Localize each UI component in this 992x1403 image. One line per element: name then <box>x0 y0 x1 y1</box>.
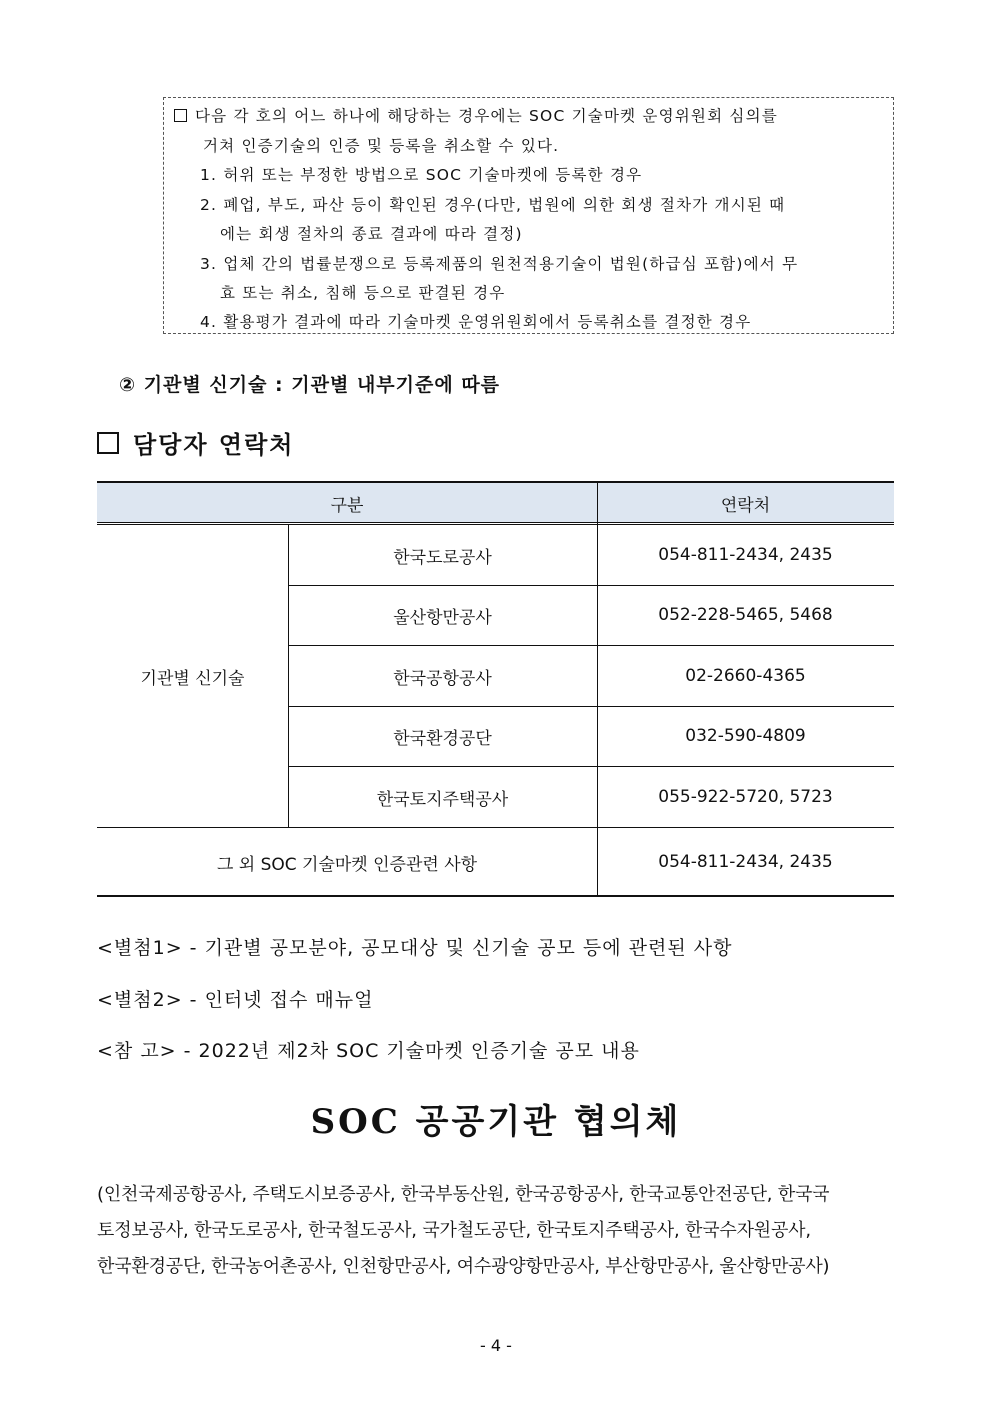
row-divider <box>97 827 894 828</box>
table-row-org: 한국토지주택공사 <box>376 789 509 810</box>
group-label: 기관별 신기술 <box>140 668 245 689</box>
table-row-org: 한국환경공단 <box>393 728 492 749</box>
header-divider <box>97 522 894 525</box>
notice-box <box>163 97 894 334</box>
row-divider <box>288 766 894 767</box>
notice-item-1: 1. 허위 또는 부정한 방법으로 SOC 기술마켓에 등록한 경우 <box>200 166 643 184</box>
notice-item-3: 3. 업체 간의 법률분쟁으로 등록제품의 원천적용기술이 법원(하급심 포함)에서 무 <box>200 255 799 273</box>
column-divider <box>597 483 598 897</box>
table-row-phone: 02-2660-4365 <box>685 666 806 686</box>
reference-note: <참 고> - 2022년 제2차 SOC 기술마켓 인증기술 공모 내용 <box>97 1040 640 1062</box>
members-line-1: (인천국제공항공사, 주택도시보증공사, 한국부동산원, 한국공항공사, 한국교통안전공단, 한국국 <box>97 1184 830 1205</box>
notice-line-2: 거쳐 인증기술의 인증 및 등록을 취소할 수 있다. <box>203 137 560 155</box>
contact-table <box>97 481 894 897</box>
checkbox-square-icon <box>174 109 187 122</box>
attachment-2: <별첨2> - 인터넷 접수 매뉴얼 <box>97 989 374 1011</box>
members-line-2: 토정보공사, 한국도로공사, 한국철도공사, 국가철도공단, 한국토지주택공사, 한국수자원공사, <box>97 1220 811 1241</box>
notice-item-3-cont: 효 또는 취소, 침해 등으로 판결된 경우 <box>220 284 506 302</box>
table-row-org: 울산항만공사 <box>393 607 492 628</box>
notice-item-4: 4. 활용평가 결과에 따라 기술마켓 운영위원회에서 등록취소를 결정한 경우 <box>200 313 752 331</box>
contact-heading: 담당자 연락처 <box>97 425 294 460</box>
members-line-3: 한국환경공단, 한국농어촌공사, 인천항만공사, 여수광양항만공사, 부산항만공사, 울산항만공사) <box>97 1256 830 1277</box>
footer-label: 그 외 SOC 기술마켓 인증관련 사항 <box>216 854 478 875</box>
header-category: 구분 <box>97 483 597 523</box>
notice-item-2: 2. 폐업, 부도, 파산 등이 확인된 경우(다만, 법원에 의한 회생 절차가 개시된 때 <box>200 196 786 214</box>
table-row-phone: 052-228-5465, 5468 <box>658 605 833 625</box>
row-divider <box>288 706 894 707</box>
table-row-phone: 032-590-4809 <box>685 726 806 746</box>
table-row-org: 한국도로공사 <box>393 547 492 568</box>
council-title: SOC 공공기관 협의체 <box>310 1102 682 1142</box>
section2-heading: ② 기관별 신기술 : 기관별 내부기준에 따름 <box>119 374 501 396</box>
row-divider <box>288 585 894 586</box>
table-row-org: 한국공항공사 <box>393 668 492 689</box>
notice-item-2-cont: 에는 회생 절차의 종료 결과에 따라 결정) <box>220 225 523 243</box>
table-row-phone: 054-811-2434, 2435 <box>658 545 833 565</box>
notice-line-1: 다음 각 호의 어느 하나에 해당하는 경우에는 SOC 기술마켓 운영위원회 심의를 <box>174 104 778 126</box>
page-number: - 4 - <box>480 1336 512 1355</box>
checkbox-square-icon <box>97 432 119 454</box>
table-row-phone: 055-922-5720, 5723 <box>658 787 833 807</box>
column-divider <box>288 525 289 827</box>
header-contact: 연락처 <box>597 483 894 523</box>
attachment-1: <별첨1> - 기관별 공모분야, 공모대상 및 신기술 공모 등에 관련된 사항 <box>97 937 733 959</box>
footer-phone: 054-811-2434, 2435 <box>658 852 833 872</box>
row-divider <box>288 645 894 646</box>
